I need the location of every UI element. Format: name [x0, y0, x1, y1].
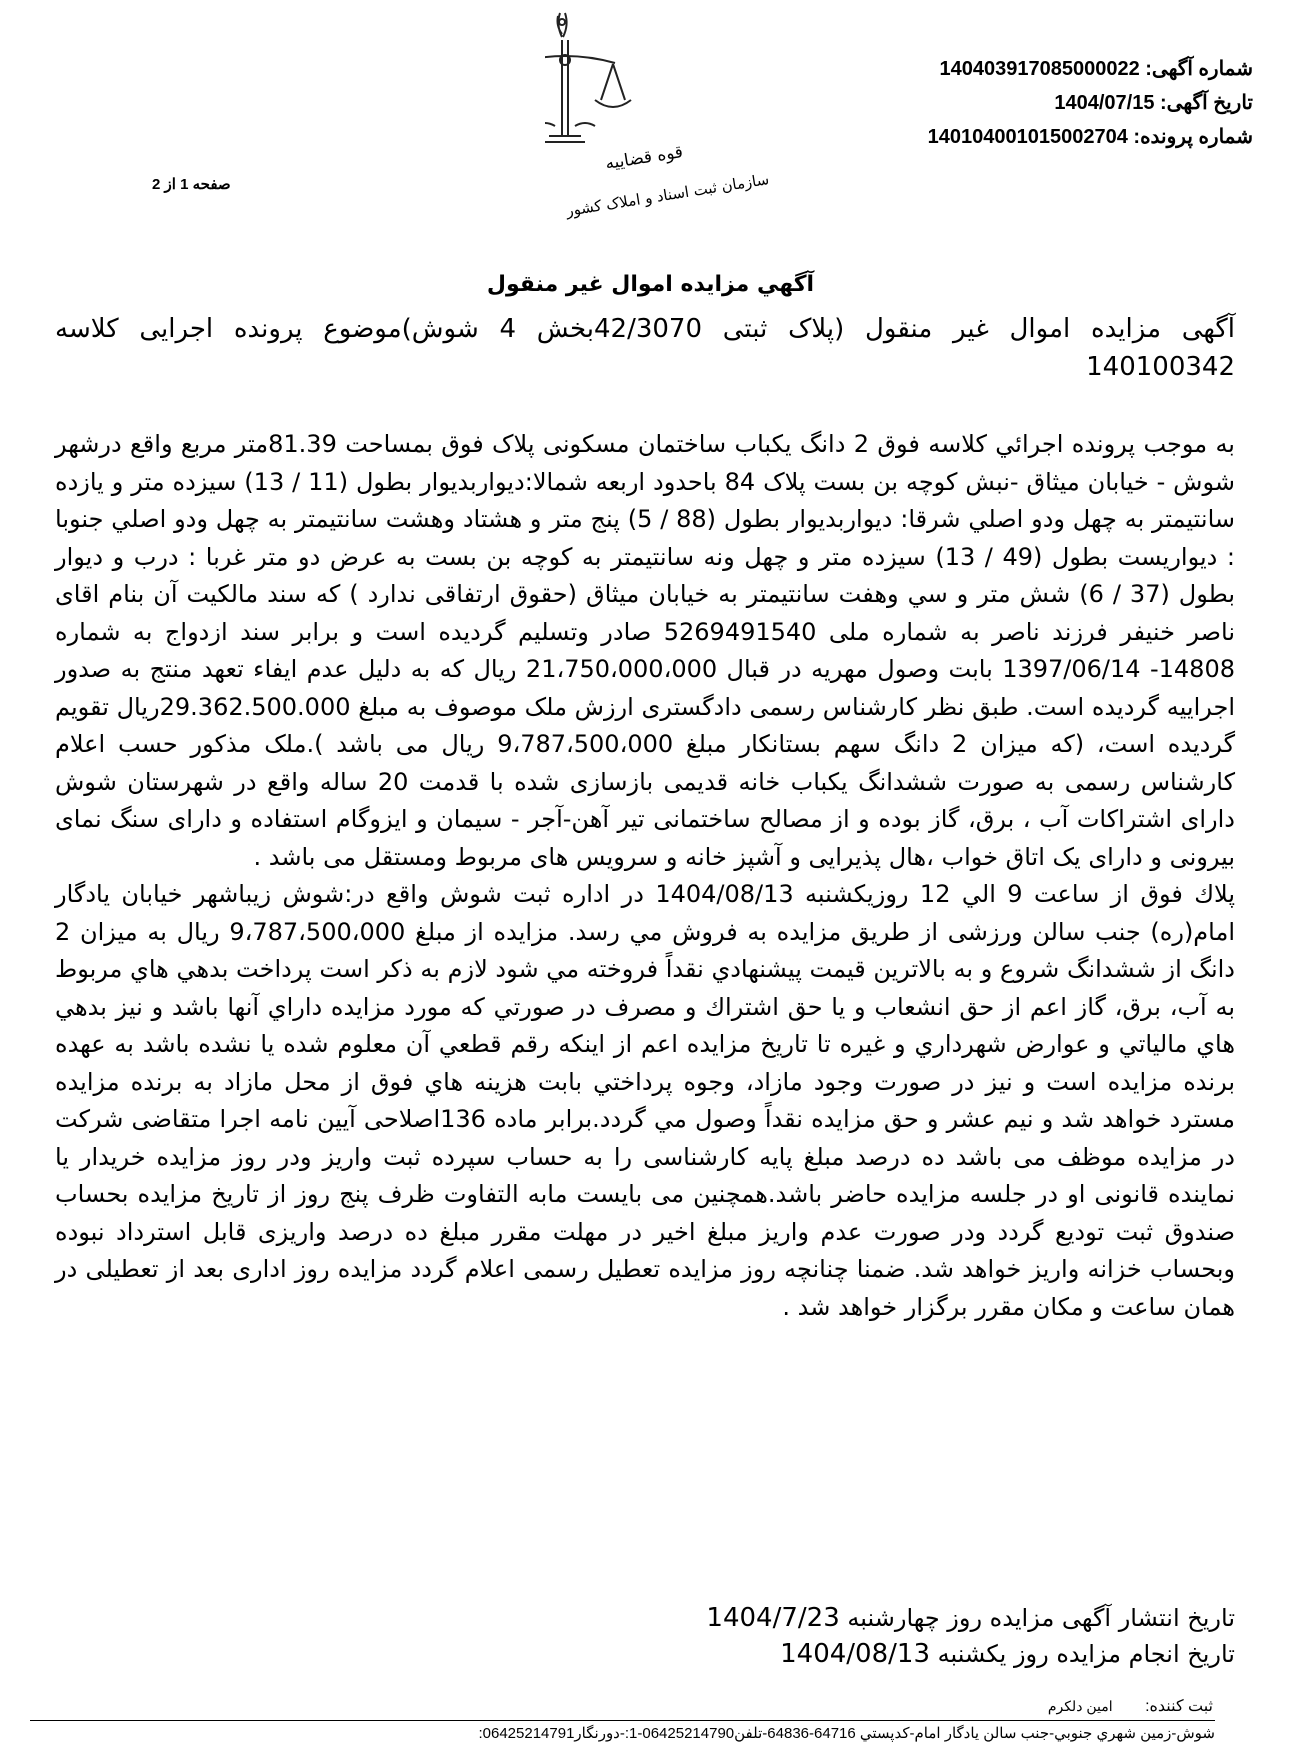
property-description-paragraph: به موجب پرونده اجرائي كلاسه فوق 2 دانگ یکباب ساختمان مسکونی پلاک فوق بمساحت 81.39متر مربع واقع درشهر شوش - خیابان میثاق -نبش کوچه بن بست پلاک 84 باحدود اربعه شمالا:ديواربديوار بطول (11 / 13) سيزده متر و يازده سانتيمتر به چهل ودو اصلي شرقا: ديواربديوار بطول (88 / 5) پنج متر و هشتاد وهشت سانتيمتر به چهل ودو اصلي جنوبا : ديواريست بطول (49 / 13) سيزده متر و چهل ونه سانتيمتر به کوچه بن بست به عرض دو متر غربا : درب و ديوار بطول (37 / 6) شش متر و سي وهفت سانتيمتر به خيابان ميثاق (حقوق ارتفاقی ندارد ) که سند مالکیت آن بنام اقای ناصر خنیفر فرزند ناصر به شماره ملی 5269491540 صادر وتسلیم گردیده است و برابر سند ازدواج به شماره 14808- 1397/06/14 بابت وصول مهریه در قبال 21،750،000،000 ریال که به دلیل عدم ایفاء تعهد منتج به صدور اجراییه گردیده است. طبق نظر کارشناس رسمی دادگستری ارزش ملک موصوف به مبلغ 29.362.500.000ریال تقویم گردیده است، (که میزان 2 دانگ سهم بستانکار مبلغ 9،787،500،000 ریال می باشد ).ملک مذکور حسب اعلام کارشناس رسمی به صورت ششدانگ یکباب خانه قدیمی بازسازی شده با قدمت 20 ساله واقع در شهرستان شوش دارای اشتراکات آب ، برق، گاز بوده و از مصالح ساختمانی تیر آهن-آجر - سیمان و ایزوگام استفاده و دارای سنگ نمای بیرونی و دارای یک اتاق خواب ،هال پذیرایی و آشپز خانه و سرویس های مربوط ومستقل می باشد . [55, 430, 1236, 871]
file-number: 140104001015002704 [927, 126, 1128, 148]
notice-number: 140403917085000022 [939, 58, 1140, 80]
notice-number-label: شماره آگهی: [1145, 58, 1253, 80]
auction-date-label: تاريخ انجام مزایده روز یکشنبه [937, 1640, 1235, 1668]
file-number-row [928, 120, 1253, 154]
office-address: شوش-زمين شهري جنوبي-جنب سالن يادگار امام-کدپستي 64716-64836-تلفن06425214790-1:-دورنگار06425214791: [478, 1725, 1215, 1742]
page-title: آگهي مزايده اموال غير منقول [486, 272, 815, 297]
page-indicator: صفحه 1 از 2 [152, 176, 231, 193]
judiciary-emblem [545, 8, 775, 223]
judiciary-caption: قوه قضاییه [603, 142, 685, 174]
notice-body [55, 426, 1235, 1326]
auction-date-row [706, 1636, 1235, 1672]
footer-divider [30, 1720, 1215, 1721]
notice-subtitle: آگهی مزایده اموال غیر منقول (پلاک ثبتی 42/3070بخش 4 شوش)موضوع پرونده اجرایی کلاسه 140100342 [55, 314, 1235, 382]
registrar-name: امین دلکرم [1047, 1698, 1113, 1714]
registration-org-caption: سازمان ثبت اسناد و املاک کشور [564, 170, 771, 220]
registrar [1048, 1696, 1213, 1716]
notice-date: 1404/07/15 [1054, 92, 1155, 114]
auction-dates [706, 1600, 1235, 1672]
notice-date-label: تاریخ آگهی: [1160, 92, 1253, 114]
auction-date: 1404/08/13 [780, 1639, 930, 1669]
notice-metadata [928, 52, 1253, 154]
publish-date: 1404/7/23 [706, 1603, 840, 1633]
publish-date-label: تاريخ انتشار آگهی مزایده روز چهارشنبه [847, 1604, 1235, 1632]
file-number-label: شماره پرونده: [1133, 126, 1253, 148]
registrar-label: ثبت کننده: [1145, 1698, 1213, 1715]
publish-date-row [706, 1600, 1235, 1636]
scales-of-justice-icon [545, 8, 775, 158]
auction-terms-paragraph: پلاك فوق از ساعت 9 الي 12 روزيکشنبه 1404/08/13 در اداره ثبت شوش واقع در:شوش زيباشهر خيابان يادگار امام(ره) جنب سالن ورزشی از طريق مزايده به فروش مي رسد. مزايده از مبلغ 9،787،500،000 ريال به میزان 2 دانگ از ششدانگ شروع و به بالاترين قيمت پيشنهادي نقداً فروخته مي شود لازم به ذكر است پرداخت بدهي هاي مربوط به آب، برق، گاز اعم از حق انشعاب و يا حق اشتراك و مصرف در صورتي كه مورد مزايده داراي آنها باشد و نيز بدهي هاي مالياتي و عوارض شهرداري و غيره تا تاريخ مزايده اعم از اينكه رقم قطعي آن معلوم شده يا نشده باشد به عهده برنده مزايده است و نيز در صورت وجود مازاد، وجوه پرداختي بابت هزينه هاي فوق از محل مازاد به برنده مزايده مسترد خواهد شد و نيم عشر و حق مزايده نقداً وصول مي گردد.برابر ماده 136اصلاحی آیین نامه اجرا متقاضی شرکت در مزایده موظف می باشد ده درصد مبلغ پایه کارشناسی را به حساب سپرده ثبت واریز ودر روز مزایده خریدار یا نماینده قانونی او در جلسه مزایده حاضر باشد.همچنین می بایست مابه التفاوت ظرف پنج روز از تاریخ مزایده بحساب صندوق ثبت تودیع گردد ودر صورت عدم واریز مبلغ اخیر در مهلت مقرر مبلغ ده درصد واریزی قابل استرداد نبوده وبحساب خزانه واریز خواهد شد. ضمنا چنانچه روز مزایده تعطیل رسمی اعلام گردد مزایده روز اداری بعد از تعطیلی در همان ساعت و مکان مقرر برگزار خواهد شد . [55, 880, 1235, 1321]
notice-date-row [928, 86, 1253, 120]
notice-number-row [928, 52, 1253, 86]
